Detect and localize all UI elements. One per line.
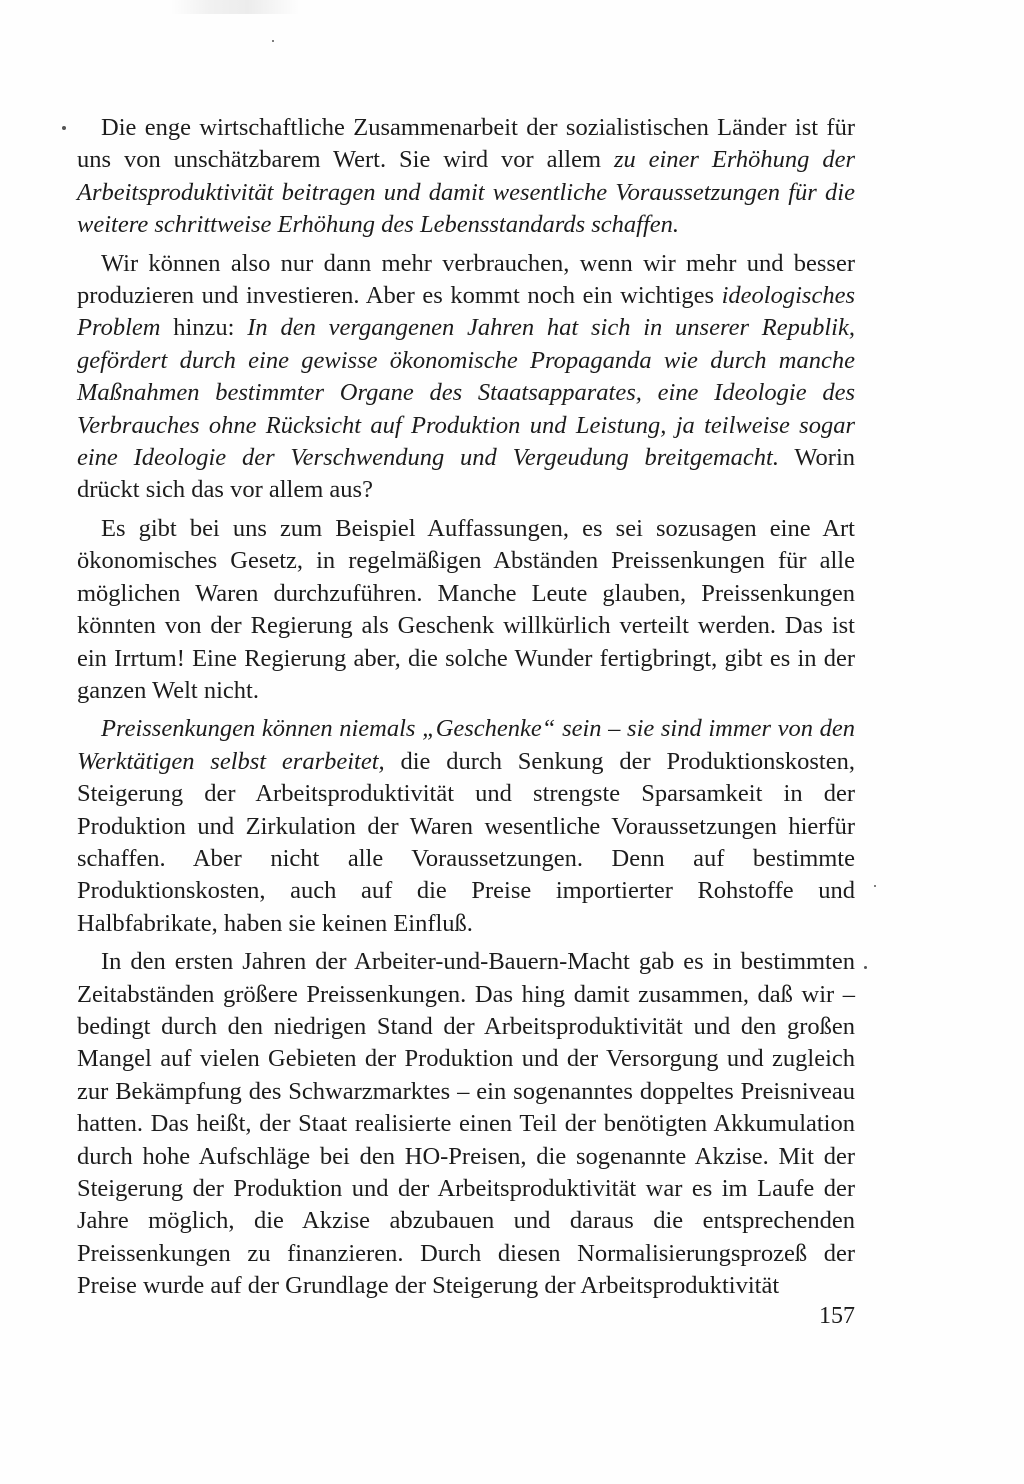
paragraph (77, 248, 855, 507)
scan-speck (864, 966, 867, 969)
text-run: Worin drückt sich das vor allem aus? (77, 444, 855, 504)
text-run: die durch Senkung der Produktionskosten, Steigerung der Arbeitsproduktivität und strengste Sparsamkeit in der Produktion und Zirkulation der Waren wesentliche Voraussetzungen hierfür schaffen. Aber nicht alle Voraussetzungen. Denn auf bestimmte Produktionskosten, auch auf die Preise importierter Rohstoffe und Halbfabrikate, haben sie keinen Einfluß. (77, 747, 855, 937)
text-run: Es gibt bei uns zum Beispiel Auffassungen, es sei sozusagen eine Art ökonomisches Gesetz, in regelmäßigen Abständen Preissenkungen für alle möglichen Waren durchzuführen. Manche Leute glauben, Preissenkungen könnten von der Regierung als Geschenk willkürlich verteilt werden. Das ist ein Irrtum! Eine Regierung aber, die solche Wunder fertigbringt, gibt es in der ganzen Welt nicht. (77, 514, 855, 704)
italic-text: Preissenkungen können niemals „Geschenke“ sein – sie sind immer von den Werktätigen selbst erarbeitet, (77, 715, 855, 775)
scan-speck (62, 126, 66, 130)
italic-text: ideologisches Problem (77, 282, 855, 342)
text-run: Wir können also nur dann mehr verbrauchen, wenn wir mehr und besser produzieren und investieren. Aber es kommt noch ein wichtiges (77, 249, 855, 310)
body-text (77, 112, 855, 1309)
italic-text: zu einer Erhöhung der Arbeitsproduktivität beitragen und damit wesentliche Voraussetzungen für die weitere schrittweise Erhöhung des Lebensstandards schaffen. (77, 146, 855, 239)
paragraph (77, 713, 855, 940)
italic-text: In den vergangenen Jahren hat sich in unserer Republik, gefördert durch eine gewisse ökonomische Propaganda wie durch manche Maßnahmen bestimmter Organe des Staatsapparates, eine Ideologie des Verbrauches ohne Rücksicht auf Produktion und Leistung, ja teilweise sogar eine Ideologie der Verschwendung und Vergeudung breitgemacht. (77, 314, 855, 472)
paragraph (77, 946, 855, 1302)
scan-speck (874, 885, 876, 887)
text-run: hinzu: (160, 314, 248, 342)
scan-speck (272, 40, 274, 42)
text-run: Die enge wirtschaftliche Zusammenarbeit der sozialistischen Länder ist für uns von unschätzbarem Wert. Sie wird vor allem (77, 114, 855, 174)
paragraph (77, 112, 855, 242)
text-run: In den ersten Jahren der Arbeiter-und-Bauern-Macht gab es in bestimmten Zeitabständen größere Preissenkungen. Das hing damit zusammen, daß wir – bedingt durch den niedrigen Stand der Arbeitsproduktivität und den großen Mangel auf vielen Gebieten der Produktion und der Versorgung und zugleich zur Bekämpfung des Schwarzmarktes – ein sogenanntes doppeltes Preisniveau hatten. Das heißt, der Staat realisierte einen Teil der benötigten Akkumulation durch hohe Aufschläge bei den HO-Preisen, die sogenannte Akzise. Mit der Steigerung der Produktion und der Arbeitsproduktivität war es im Laufe der Jahre möglich, die Akzise abzubauen und daraus die entsprechenden Preissenkungen zu finanzieren. Durch diesen Normalisierungsprozeß der Preise wurde auf der Grundlage der Steigerung der Arbeitsproduktivität (77, 948, 855, 1300)
page-number: 157 (819, 1303, 855, 1329)
paragraph (77, 513, 855, 707)
scan-artifact (170, 0, 300, 14)
